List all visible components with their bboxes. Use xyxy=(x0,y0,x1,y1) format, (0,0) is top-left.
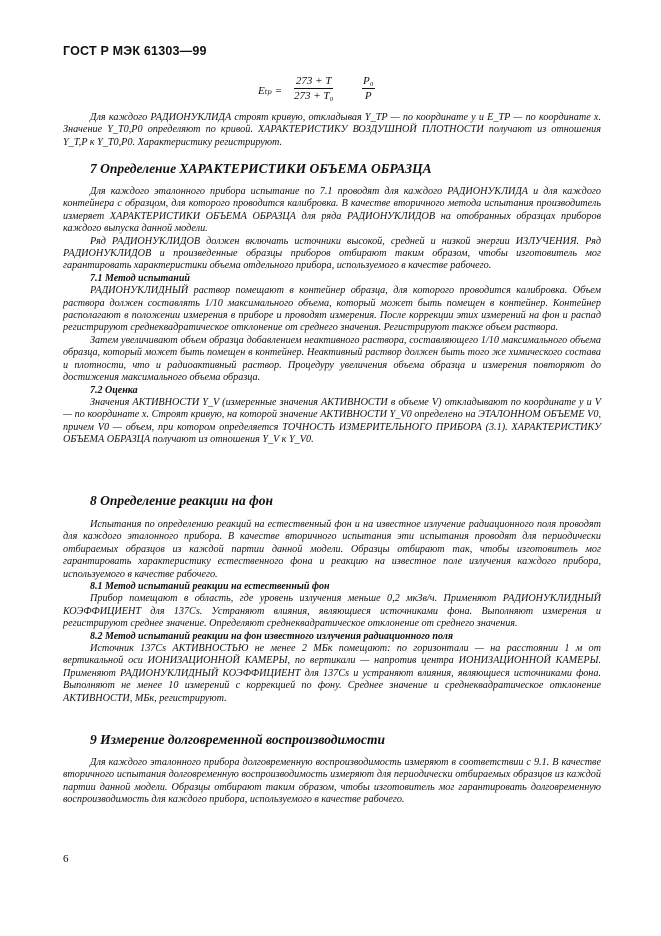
paragraph: Для каждого эталонного прибора испытание по 7.1 проводят для каждого РАДИОНУКЛИДА и для каждого контейнера с образцом, для которого проводится калибровка. В качестве вторичного метода испытания производитель измеряет ХАРАКТЕРИСТИКИ ОБЪЕМА ОБРАЗЦА для ряда РАДИОНУКЛИДОВ на отобранных образцах приборов каждого выпуска данной модели. xyxy=(63,186,601,235)
formula-lhs: Eₜₚ = xyxy=(258,85,283,97)
page-number: 6 xyxy=(63,853,69,865)
formula-numerator: 273 + T xyxy=(295,75,332,87)
formula-denominator: 273 + T₀ xyxy=(294,90,334,102)
section-9-body xyxy=(63,757,601,807)
paragraph: Ряд РАДИОНУКЛИДОВ должен включать источники высокой, средней и низкой энергии ИЗЛУЧЕНИЯ. Ряд РАДИОНУКЛИДОВ и произведенные образцы приборов отбирают таким образом, чтобы изготовитель мог гарантировать характеристики объема отдельного прибора, используемого в качестве рабочего. xyxy=(63,235,601,272)
paragraph: Для каждого РАДИОНУКЛИДА строят кривую, откладывая Y_TP — по координате y и E_TP — по координате x. Значение Y_T0,P0 определяют по кривой. ХАРАКТЕРИСТИКУ ВОЗДУШНОЙ ПЛОТНОСТИ получают из отношения Y_T,P к Y_T0,P0. Характеристику регистрируют. xyxy=(63,112,601,148)
paragraph: Прибор помещают в область, где уровень излучения меньше 0,2 мкЗв/ч. Применяют РАДИОНУКЛИДНЫЙ КОЭФФИЦИЕНТ для 137Cs. Устраняют влияния, являющиеся источниками фона. Выполняют измерения и регистрируют среднее значение. Определяют среднеквадратическое отклонение от среднего значения. xyxy=(63,593,601,630)
paragraph: Источник 137Cs АКТИВНОСТЬЮ не менее 2 МБк помещают: по горизонтали — на расстоянии 1 м от вертикальной оси ИОНИЗАЦИОННОЙ КАМЕРЫ, по вертикали — напротив центра ИОНИЗАЦИОННОЙ КАМЕРЫ. Применяют РАДИОНУКЛИДНЫЙ КОЭФФИЦИЕНТ для 137Cs и устраняют влияния, являющиеся источниками фона. Выполняют не менее 10 измерений с коррекцией по фону. Среднее значение и среднеквадратическое отклонение АКТИВНОСТИ, МБк, регистрируют. xyxy=(63,643,601,704)
subsection-7-2-heading: 7.2 Оценка xyxy=(90,384,138,396)
section-9-heading: 9 Измерение долговременной воспроизводимости xyxy=(90,732,385,747)
formula-denominator: P xyxy=(364,90,372,102)
intro-block xyxy=(63,112,601,149)
section-7-heading: 7 Определение ХАРАКТЕРИСТИКИ ОБЪЕМА ОБРАЗЦА xyxy=(90,161,432,176)
subsection-8-1-heading: 8.1 Метод испытаний реакции на естественный фон xyxy=(90,581,330,593)
subsection-7-1-heading: 7.1 Метод испытаний xyxy=(90,272,190,284)
document-header: ГОСТ Р МЭК 61303—99 xyxy=(63,44,207,58)
formula-numerator: P₀ xyxy=(363,75,374,87)
section-8-heading: 8 Определение реакции на фон xyxy=(90,493,274,508)
section-8-body xyxy=(63,519,601,705)
paragraph: РАДИОНУКЛИДНЫЙ раствор помещают в контейнер образца, для которого проводится калибровка. Объем раствора должен составлять 1/10 максимального объема, который может быть помещен в контейнер. Контейнер располагают в положении измерения в приборе и проводят измерения. После коррекции этих измерений на фон и распад регистрируют среднеквадратическое отклонение от среднего значения. Регистрируют также объем раствора. xyxy=(63,285,601,334)
paragraph: Значения АКТИВНОСТИ Y_V (измеренные значения АКТИВНОСТИ в объеме V) откладывают по координате y и V — по координате x. Строят кривую, на которой значение АКТИВНОСТИ Y_V0 определено на ЭТАЛОННОМ ОБЪЕМЕ V0, причем V0 — объем, при котором определяется ТОЧНОСТЬ ИЗМЕРИТЕЛЬНОГО ПРИБОРА (3.1). ХАРАКТЕРИСТИКУ ОБЪЕМА ОБРАЗЦА получают из отношения Y_V к Y_V0. xyxy=(63,396,601,446)
paragraph: Затем увеличивают объем образца добавлением неактивного раствора, составляющего 1/10 максимального объема образца, который может быть помещен в контейнер. Неактивный раствор должен быть того же химического состава и плотности, что и радиоактивный раствор. Процедуру увеличения объема образца и измерения повторяют до достижения максимального объема образца. xyxy=(63,334,601,384)
formula-fraction-pressure xyxy=(362,75,375,102)
section-7-body xyxy=(63,186,601,447)
formula-fraction-temperature xyxy=(294,75,333,102)
paragraph: Испытания по определению реакций на естественный фон и на известное излучение радиационного поля проводят для каждого эталонного прибора. В качестве вторичного испытания эти испытания проводят для периодически отбираемых образцов из каждой партии данной модели. Образцы отбирают так, чтобы изготовитель мог гарантировать характеристику естественного фона и реакцию на известное поле излучения каждого прибора, используемого в качестве рабочего. xyxy=(63,519,601,580)
paragraph: Для каждого эталонного прибора долговременную воспроизводимость измеряют в соответствии с 9.1. В качестве вторичного испытания долговременную воспроизводимость измеряют для периодически отбираемых образцов из каждой партии данной модели. Образцы отбирают таким образом, чтобы изготовитель мог гарантировать долговременную воспроизводимость для каждого прибора, используемого в качестве рабочего. xyxy=(63,757,601,806)
subsection-8-2-heading: 8.2 Метод испытаний реакции на фон известного излучения радиационного поля xyxy=(90,630,454,642)
